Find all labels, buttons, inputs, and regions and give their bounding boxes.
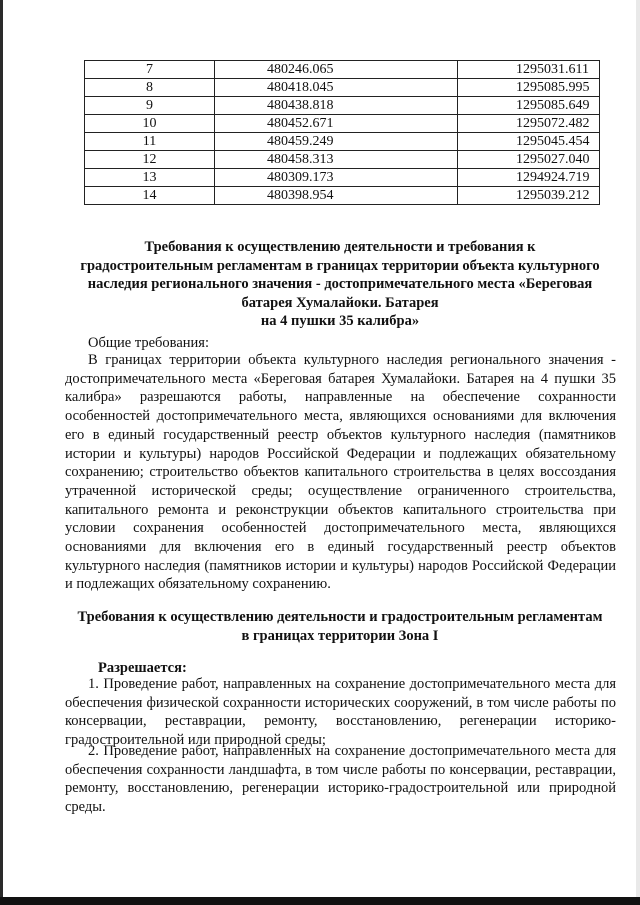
coord-x: 480309.173 (215, 169, 458, 187)
point-number: 14 (85, 187, 215, 205)
general-requirements-paragraph: В границах территории объекта культурного наследия регионального значения - достопримечательного места «Береговая батарея Хумалайоки. Батарея на 4 пушки 35 калибра» разрешаются работы, направленные на обеспечение сохранности особенностей достопримечательного места, являющихся основаниями для включения его в единый государственный реестр объектов культурного наследия (памятников истории и культуры) народов Российской Федерации и подлежащих обязательному сохранению; строительство объектов капитального строительства в целях воссоздания утраченной исторической среды; осуществление ограниченного строительства, капитального ремонта и реконструкции объектов капитального строительства при условии сохранения особенностей достопримечательного места, являющихся основаниями для включения его в единый государственный реестр объектов культурного наследия (памятников истории и культуры) народов Российской Федерации и подлежащих обязательному сохранению. (65, 352, 616, 593)
coord-y: 1295085.995 (458, 79, 600, 97)
scan-edge-bottom (0, 897, 640, 905)
coord-x: 480246.065 (215, 61, 458, 79)
coord-x: 480398.954 (215, 187, 458, 205)
coord-y: 1295027.040 (458, 151, 600, 169)
coord-x: 480418.045 (215, 79, 458, 97)
coord-y: 1295085.649 (458, 97, 600, 115)
table-row (85, 151, 600, 169)
permitted-item-1: 1. Проведение работ, направленных на сохранение достопримечательного места для обеспечения физической сохранности исторических сооружений, в том числе работы по консервации, реставрации, ремонту, восстановлению, регенерации историко-градостроительной или природной среды; (65, 676, 616, 749)
title-line: в границах территории Зона I (241, 627, 439, 644)
coord-y: 1294924.719 (458, 169, 600, 187)
point-number: 11 (85, 133, 215, 151)
coord-x: 480452.671 (215, 115, 458, 133)
point-number: 12 (85, 151, 215, 169)
table-row (85, 61, 600, 79)
point-number: 13 (85, 169, 215, 187)
scan-edge-left (0, 0, 3, 905)
table-row (85, 79, 600, 97)
general-requirements-heading: Общие требования: (88, 335, 209, 351)
scan-edge-right (636, 0, 640, 905)
coord-y: 1295039.212 (458, 187, 600, 205)
coord-x: 480438.818 (215, 97, 458, 115)
section2-title (60, 608, 620, 645)
table-row (85, 133, 600, 151)
coordinates-table (84, 60, 600, 205)
coord-y: 1295031.611 (458, 61, 600, 79)
table-row (85, 97, 600, 115)
table-row (85, 187, 600, 205)
point-number: 8 (85, 79, 215, 97)
point-number: 7 (85, 61, 215, 79)
title-line: на 4 пушки 35 калибра» (260, 313, 420, 329)
point-number: 9 (85, 97, 215, 115)
title-line: градостроительным регламентам в границах территории объекта культурного (80, 257, 600, 274)
title-line: батарея Хумалайоки. Батарея (241, 294, 439, 311)
coord-y: 1295072.482 (458, 115, 600, 133)
title-line: наследия регионального значения - достопримечательного места «Береговая (87, 276, 593, 292)
table-row (85, 115, 600, 133)
point-number: 10 (85, 115, 215, 133)
permitted-item-2: 2. Проведение работ, направленных на сохранение достопримечательного места для обеспечения сохранности ландшафта, в том числе работы по консервации, реставрации, ремонту, восстановлению, регенерации историко-градостроительной или природной среды. (65, 743, 616, 816)
table-row (85, 169, 600, 187)
title-line: Требования к осуществлению деятельности и требования к (144, 239, 536, 255)
title-line: Требования к осуществлению деятельности и градостроительным регламентам (77, 609, 603, 625)
permits-label: Разрешается: (98, 660, 187, 676)
coord-x: 480458.313 (215, 151, 458, 169)
coord-x: 480459.249 (215, 133, 458, 151)
section1-title (60, 238, 620, 331)
coord-y: 1295045.454 (458, 133, 600, 151)
